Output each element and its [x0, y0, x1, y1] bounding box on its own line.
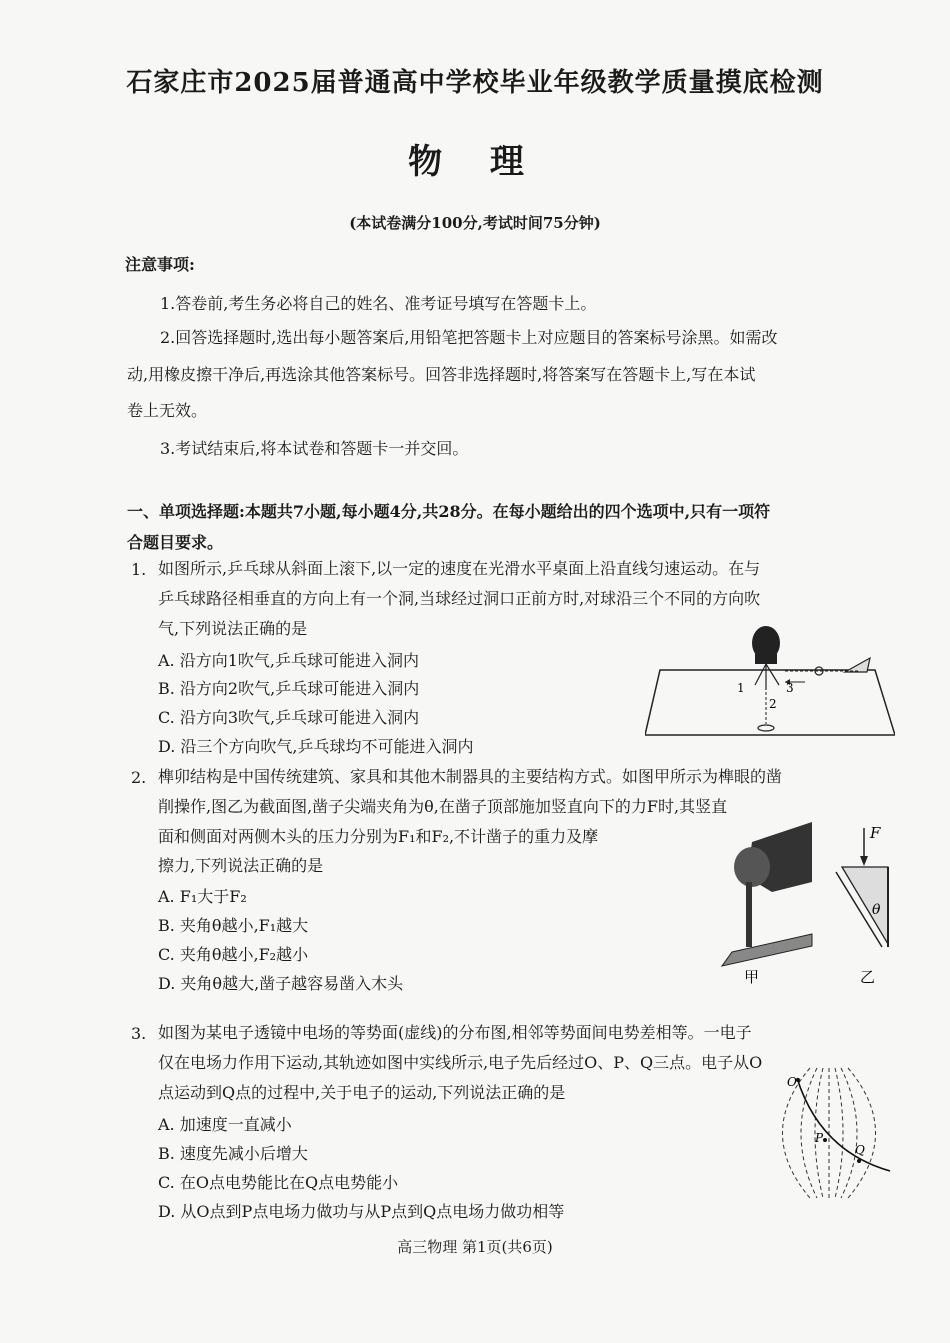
q1-option-d: D. 沿三个方向吹气,乒乓球均不可能进入洞内 [158, 737, 474, 756]
q2-stem-line-3: 面和侧面对两侧木头的压力分别为F₁和F₂,不计凿子的重力及摩 [158, 827, 599, 846]
q2-figure-b-label: 乙 [860, 968, 876, 986]
q3-point-q-label: Q [855, 1143, 865, 1157]
q2-option-d: D. 夹角θ越大,凿子越容易凿入木头 [158, 974, 404, 993]
q1-direction-3-label: 3 [786, 681, 794, 695]
q2-option-c: C. 夹角θ越小,F₂越小 [158, 945, 309, 964]
q2-figure-a-label: 甲 [744, 968, 760, 986]
q3-stem-line-3: 点运动到Q点的过程中,关于电子的运动,下列说法正确的是 [158, 1083, 566, 1102]
q2-option-b: B. 夹角θ越小,F₁越大 [158, 916, 309, 935]
notice-item-1: 1.答卷前,考生务必将自己的姓名、准考证号填写在答题卡上。 [160, 294, 597, 313]
q3-stem-line-2: 仅在电场力作用下运动,其轨迹如图中实线所示,电子先后经过O、P、Q三点。电子从O [158, 1053, 763, 1072]
q1-option-b: B. 沿方向2吹气,乒乓球可能进入洞内 [158, 679, 420, 698]
q1-stem-line-2: 乒乓球路径相垂直的方向上有一个洞,当球经过洞口正前方时,对球沿三个不同的方向吹 [158, 589, 761, 608]
q1-stem-line-1: 如图所示,乒乓球从斜面上滚下,以一定的速度在光滑水平桌面上沿直线匀速运动。在与 [158, 559, 761, 578]
q1-option-a: A. 沿方向1吹气,乒乓球可能进入洞内 [158, 651, 419, 670]
notice-item-3: 3.考试结束后,将本试卷和答题卡一并交回。 [160, 439, 469, 458]
q1-direction-1-label: 1 [737, 681, 745, 695]
q3-option-d: D. 从O点到P点电场力做功与从P点到Q点电场力做功相等 [158, 1202, 565, 1221]
subject-title: 物 理 [408, 142, 542, 182]
q1-option-c: C. 沿方向3吹气,乒乓球可能进入洞内 [158, 708, 420, 727]
notice-item-2-line-3: 卷上无效。 [127, 401, 208, 420]
section-heading-line-2: 合题目要求。 [127, 533, 224, 552]
q2-stem-line-4: 擦力,下列说法正确的是 [158, 856, 324, 875]
q3-option-c: C. 在O点电势能比在Q点电势能小 [158, 1173, 399, 1192]
q3-point-o-label: O [787, 1075, 797, 1089]
notice-item-2-line-1: 2.回答选择题时,选出每小题答案后,用铅笔把答题卡上对应题目的答案标号涂黑。如需改 [160, 328, 778, 347]
exam-title: 石家庄市2025届普通高中学校毕业年级教学质量摸底检测 [126, 68, 824, 98]
q1-direction-2-label: 2 [769, 697, 777, 711]
score-info: (本试卷满分100分,考试时间75分钟) [349, 214, 601, 232]
q3-equipotential-figure [765, 1066, 895, 1201]
notice-title: 注意事项: [125, 255, 195, 274]
q2-stem-line-2: 削操作,图乙为截面图,凿子尖端夹角为θ,在凿子顶部施加竖直向下的力F时,其竖直 [158, 797, 728, 816]
q3-stem-line-1: 如图为某电子透镜中电场的等势面(虚线)的分布图,相邻等势面间电势差相等。一电子 [158, 1023, 752, 1042]
notice-item-2-line-2: 动,用橡皮擦干净后,再选涂其他答案标号。回答非选择题时,将答案写在答题卡上,写在本试 [127, 365, 756, 384]
q2-chisel-photo-figure [712, 822, 817, 987]
q1-table-figure [645, 620, 895, 745]
q3-option-b: B. 速度先减小后增大 [158, 1144, 308, 1163]
q3-number: 3. [131, 1024, 147, 1043]
q1-stem-line-3: 气,下列说法正确的是 [158, 619, 308, 638]
page-footer: 高三物理 第1页(共6页) [397, 1238, 553, 1256]
q3-point-p-label: P [815, 1131, 824, 1145]
q2-force-label: F [870, 824, 881, 842]
q2-option-a: A. F₁大于F₂ [158, 887, 247, 906]
q2-cross-section-figure [822, 822, 892, 987]
section-heading-line-1: 一、单项选择题:本题共7小题,每小题4分,共28分。在每小题给出的四个选项中,只有一项符 [127, 502, 771, 521]
q3-option-a: A. 加速度一直减小 [158, 1115, 292, 1134]
q2-angle-label: θ [872, 902, 881, 918]
q2-stem-line-1: 榫卯结构是中国传统建筑、家具和其他木制器具的主要结构方式。如图甲所示为榫眼的凿 [158, 767, 783, 786]
q2-number: 2. [131, 768, 147, 787]
q1-number: 1. [131, 560, 147, 579]
